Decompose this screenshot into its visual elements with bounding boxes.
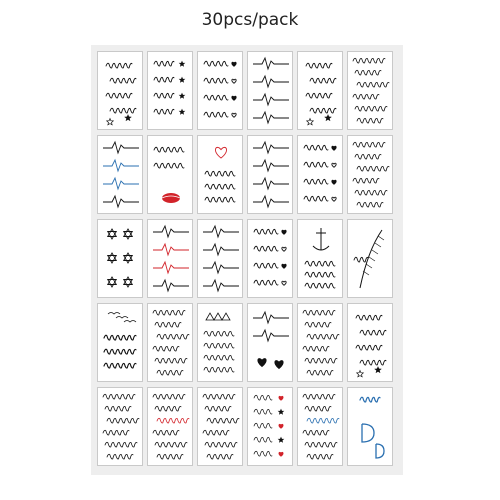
tattoo-design — [248, 220, 293, 298]
tattoo-design — [348, 136, 393, 214]
tattoo-card — [197, 219, 243, 298]
tattoo-design — [198, 52, 243, 130]
tattoo-design — [198, 136, 243, 214]
tattoo-card — [147, 51, 193, 130]
tattoo-card — [97, 303, 143, 382]
tattoo-card — [347, 219, 393, 298]
tattoo-card — [197, 135, 243, 214]
tattoo-card — [147, 387, 193, 466]
tattoo-card — [297, 51, 343, 130]
tattoo-design — [98, 136, 143, 214]
tattoo-design — [148, 136, 193, 214]
product-title: 30pcs/pack — [201, 10, 299, 30]
tattoo-card — [147, 303, 193, 382]
tattoo-design — [198, 388, 243, 466]
tattoo-card — [247, 51, 293, 130]
tattoo-design — [148, 52, 193, 130]
tattoo-design — [98, 388, 143, 466]
tattoo-card — [347, 51, 393, 130]
tattoo-card — [97, 135, 143, 214]
tattoo-card — [297, 387, 343, 466]
tattoo-design — [98, 304, 143, 382]
tattoo-card — [147, 219, 193, 298]
tattoo-card — [147, 135, 193, 214]
tattoo-design — [198, 220, 243, 298]
tattoo-card — [197, 51, 243, 130]
tattoo-sheet-panel — [91, 45, 403, 475]
tattoo-design — [198, 304, 243, 382]
tattoo-card — [97, 387, 143, 466]
tattoo-card — [197, 303, 243, 382]
tattoo-design — [248, 388, 293, 466]
tattoo-card — [247, 135, 293, 214]
tattoo-card — [97, 219, 143, 298]
tattoo-design — [298, 304, 343, 382]
tattoo-card — [297, 135, 343, 214]
tattoo-design — [298, 136, 343, 214]
tattoo-design — [248, 304, 293, 382]
tattoo-card — [197, 387, 243, 466]
tattoo-card — [297, 219, 343, 298]
tattoo-card — [297, 303, 343, 382]
tattoo-card — [347, 303, 393, 382]
tattoo-design — [348, 304, 393, 382]
tattoo-card — [247, 219, 293, 298]
tattoo-card — [347, 135, 393, 214]
tattoo-design — [98, 52, 143, 130]
tattoo-design — [248, 52, 293, 130]
tattoo-design — [148, 220, 193, 298]
tattoo-design — [248, 136, 293, 214]
tattoo-card-grid — [97, 51, 397, 469]
tattoo-design — [298, 52, 343, 130]
tattoo-design — [148, 304, 193, 382]
tattoo-design — [348, 388, 393, 466]
tattoo-design — [348, 220, 393, 298]
tattoo-card — [347, 387, 393, 466]
tattoo-card — [97, 51, 143, 130]
tattoo-design — [148, 388, 193, 466]
tattoo-design — [298, 388, 343, 466]
tattoo-card — [247, 387, 293, 466]
tattoo-design — [98, 220, 143, 298]
tattoo-card — [247, 303, 293, 382]
tattoo-design — [348, 52, 393, 130]
tattoo-design — [298, 220, 343, 298]
